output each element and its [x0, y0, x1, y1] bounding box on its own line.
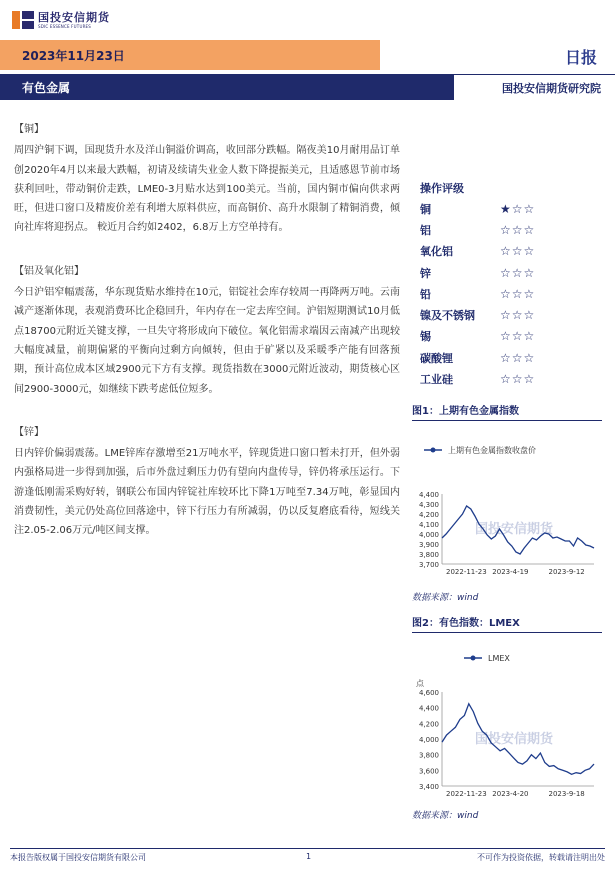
x-tick-label: 2023-9-18	[548, 790, 585, 798]
star-empty-icon: ☆	[523, 265, 536, 280]
star-empty-icon: ☆	[511, 286, 524, 301]
section-title: 【铜】	[14, 124, 44, 135]
rating-stars	[500, 266, 535, 280]
star-empty-icon: ☆	[523, 350, 536, 365]
y-tick-label: 4,200	[418, 511, 439, 519]
logo-name-cn: 国投安信期货	[38, 10, 110, 24]
star-empty-icon: ☆	[523, 372, 536, 387]
rating-metal-name: 碳酸锂	[420, 351, 453, 365]
page-number: 1	[306, 852, 312, 861]
star-empty-icon: ☆	[511, 350, 524, 365]
star-empty-icon: ☆	[511, 201, 524, 216]
rating-metal-name: 锡	[420, 330, 431, 344]
star-empty-icon: ☆	[511, 372, 524, 387]
y-tick-label: 3,400	[418, 783, 439, 791]
watermark: 国投安信期货	[474, 732, 554, 747]
figure-1-chart	[412, 436, 602, 580]
star-empty-icon: ☆	[523, 329, 536, 344]
figure-1-source: 数据来源：wind	[412, 593, 479, 603]
footer-divider	[10, 848, 605, 849]
watermark: 国投安信期货	[474, 522, 554, 537]
star-empty-icon: ☆	[523, 201, 536, 216]
footer-copyright: 本报告版权属于国投安信期货有限公司	[10, 853, 146, 862]
figure-2-title: 图2：有色指数：LMEX	[412, 614, 602, 633]
y-tick-label: 3,800	[418, 551, 439, 559]
rating-metal-name: 氧化铝	[420, 245, 453, 259]
star-empty-icon: ☆	[500, 329, 512, 344]
y-tick-label: 3,800	[418, 751, 439, 760]
section-body: 周四沪铜下调，国现货升水及洋山铜溢价调高，收回部分跌幅。隔夜美10月耐用品订单创2020年4月以来最大跌幅，初请及续请失业金人数下降提振美元，且适感恩节前市场获利回吐，带动铜价走跌，LME0-3月贴水达到100美元。当前，国内铜市偏向供求两旺，但进口窗口及精废价差有利增大原料供应，而高铜价、高升水限制了精铜消费，倾向社库将迎拐点。 較近月合约如2402，6.8万上方空单持有。	[14, 145, 400, 234]
rating-stars	[500, 329, 535, 343]
rating-metal-name: 锌	[420, 266, 431, 280]
star-empty-icon: ☆	[523, 308, 536, 323]
legend-label: 上期有色金属指数收盘价	[448, 446, 536, 455]
y-tick-label: 4,300	[418, 501, 439, 509]
y-axis-unit: 点	[416, 679, 424, 688]
star-empty-icon: ☆	[511, 222, 524, 237]
rating-metal-name: 铝	[420, 223, 431, 237]
star-empty-icon: ☆	[500, 265, 512, 280]
y-tick-label: 4,100	[418, 521, 439, 529]
rating-row	[420, 304, 600, 325]
rating-stars	[500, 351, 535, 365]
y-tick-label: 4,600	[418, 689, 439, 697]
report-date: 2023年11月23日	[22, 49, 125, 63]
y-tick-label: 4,000	[418, 531, 439, 539]
rating-row	[420, 262, 600, 283]
section-aluminium	[14, 262, 400, 399]
rating-stars	[500, 372, 535, 386]
x-tick-label: 2023-4-20	[492, 790, 529, 798]
star-empty-icon: ☆	[511, 329, 524, 344]
y-tick-label: 4,200	[418, 720, 439, 729]
y-tick-label: 3,900	[418, 541, 439, 549]
rating-row	[420, 241, 600, 262]
star-empty-icon: ☆	[511, 308, 524, 323]
sector-title: 有色金属	[22, 81, 71, 95]
star-empty-icon: ☆	[500, 350, 512, 365]
x-tick-label: 2022-11-23	[446, 790, 487, 798]
section-title: 【锌】	[14, 426, 44, 438]
figure-2-source: 数据来源：wind	[412, 811, 479, 821]
x-tick-label: 2023-4-19	[492, 568, 529, 576]
rating-metal-name: 镍及不锈钢	[420, 309, 475, 323]
star-empty-icon: ☆	[500, 308, 512, 323]
x-tick-label: 2023-9-12	[548, 568, 585, 576]
section-body: 今日沪铝窄幅震荡，华东现货贴水维持在10元，铝锭社会库存较周一再降两万吨。云南减产逐渐体现，表观消费环比企稳回升，年内存在一定去库空间。沪铝短期测试10月低点18700元附近关键支撑，一旦失守将形成向下破位。氧化铝需求端因云南减产出现较大幅度减量，前期偏紧的平衡向过剩方向倾转，但由于矿紧以及采暖季产能有回落预期，预计高位成本区域2900元下方有支撑。现货指数在3000元附近波动，期货核心区间2900-3000元，如继续下跌考虑低位短多。	[14, 287, 400, 395]
rating-title: 操作评级	[420, 182, 464, 195]
logo-icon	[12, 11, 34, 29]
legend-label: LMEX	[488, 654, 510, 663]
star-empty-icon: ☆	[500, 222, 512, 237]
rating-row	[420, 347, 600, 368]
legend-marker	[471, 656, 476, 661]
figure-1-title: 图1：上期有色金属指数	[412, 402, 602, 421]
section-title: 【铝及氧化铝】	[14, 265, 84, 277]
rating-row	[420, 368, 600, 389]
rating-stars	[500, 308, 535, 322]
star-empty-icon: ☆	[500, 286, 512, 301]
rating-row	[420, 283, 600, 304]
rating-stars	[500, 223, 535, 237]
star-empty-icon: ☆	[523, 222, 536, 237]
section-body: 日内锌价偏弱震荡。LME锌库存激增至21万吨水平，锌现货进口窗口暂未打开，但外弱内强格局进一步得到加强，后市外盘过剩压力仍有望向内盘传导，锌仍将承压运行。下游逢低刚需采购好转，钢联公布国内锌锭社库较环比下降1万吨至7.34万吨，彰显国内消费韧性，美元仍处高位回落途中，锌下行压力有所减弱，仍以反复磨底看待，短线关注2.05-2.06万元/吨区间支撑。	[14, 448, 400, 537]
star-filled-icon: ★	[500, 201, 512, 216]
star-empty-icon: ☆	[523, 244, 536, 259]
legend-marker	[431, 448, 436, 453]
rating-metal-name: 铜	[420, 202, 431, 216]
institute-name	[454, 75, 615, 100]
logo-name-en: SDIC ESSENCE FUTURES	[38, 23, 92, 29]
rating-metal-name: 工业硅	[420, 373, 453, 387]
rating-row	[420, 198, 600, 219]
rating-stars	[500, 287, 535, 301]
y-tick-label: 3,600	[418, 767, 439, 776]
figure-2-chart	[412, 648, 602, 802]
commentary-column	[14, 120, 400, 565]
star-empty-icon: ☆	[500, 244, 512, 259]
rating-metal-name: 铅	[420, 287, 431, 301]
rating-stars	[500, 202, 535, 216]
footer-disclaimer: 不可作为投资依据，转载请注明出处	[477, 853, 605, 862]
section-zinc	[14, 423, 400, 541]
star-empty-icon: ☆	[523, 286, 536, 301]
rating-table	[420, 180, 600, 390]
rating-stars	[500, 244, 535, 258]
rating-rows	[420, 198, 600, 390]
rating-row	[420, 326, 600, 347]
section-copper	[14, 120, 400, 238]
company-logo	[12, 8, 110, 32]
star-empty-icon: ☆	[511, 265, 524, 280]
rating-row	[420, 219, 600, 240]
y-tick-label: 4,400	[418, 704, 439, 713]
star-empty-icon: ☆	[500, 372, 512, 387]
y-tick-label: 4,000	[418, 736, 439, 744]
x-tick-label: 2022-11-23	[446, 568, 487, 576]
institute-label: 国投安信期货研究院	[502, 81, 601, 95]
y-tick-label: 4,400	[418, 491, 439, 499]
star-empty-icon: ☆	[511, 244, 524, 259]
report-type: 日报	[564, 48, 597, 67]
y-tick-label: 3,700	[418, 561, 439, 569]
